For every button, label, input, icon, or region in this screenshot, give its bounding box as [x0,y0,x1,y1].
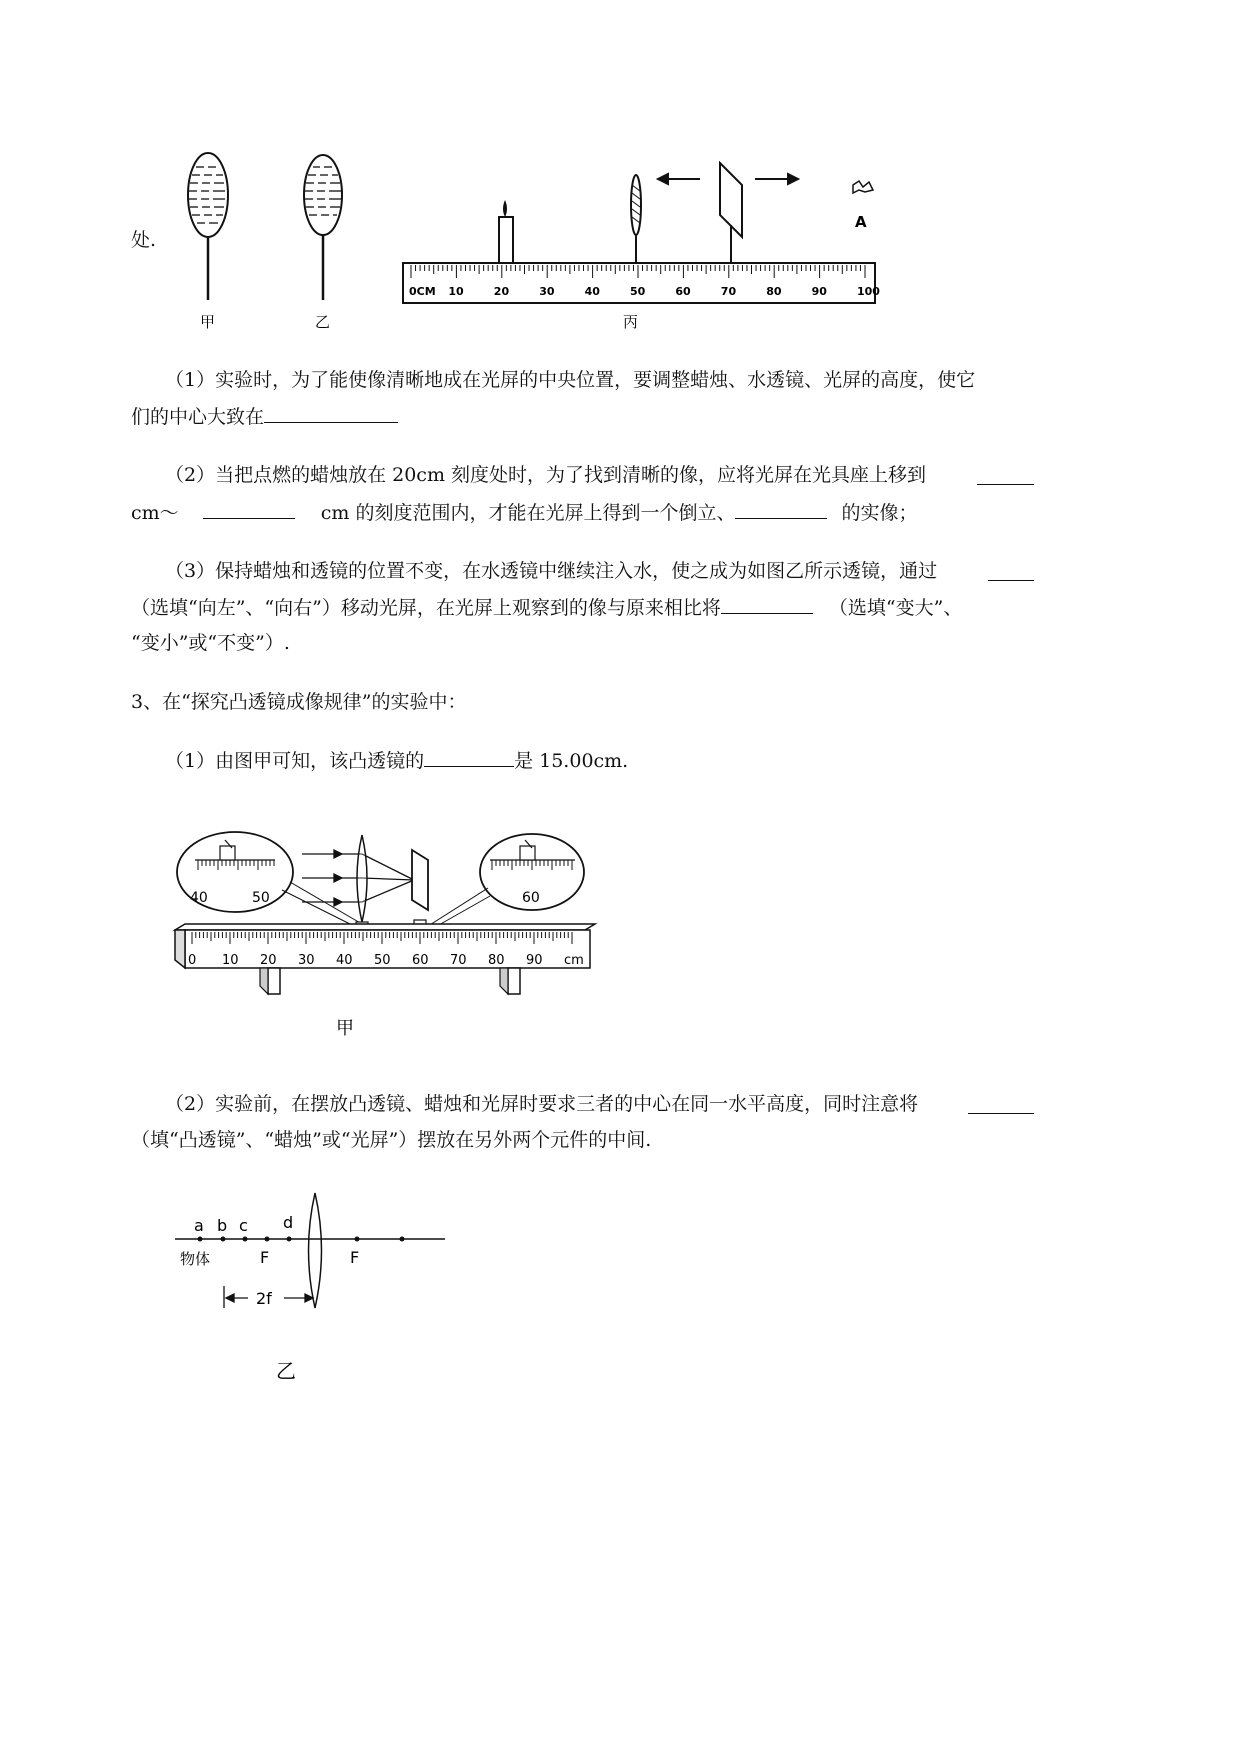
convex-lens-yi [309,1193,322,1308]
answer-blank-8[interactable] [968,1095,1034,1114]
q2-p2-cm1: cm～ [131,502,179,524]
top-ruler-label: 20 [493,285,510,298]
point-d: d [283,1213,294,1232]
q2-p1-line1: （1）实验时，为了能使像清晰地成在光屏的中央位置，要调整蜡烛、水透镜、光屏的高度，使它 [165,369,976,391]
point-c: c [239,1216,248,1235]
bench-label: 10 [222,953,239,968]
q2-p3-line2a: （选填“向左”、“向右”）移动光屏，在光屏上观察到的像与原来相比将 [131,597,721,619]
zoom-left-label-0: 40 [190,890,208,906]
top-figure [175,145,895,340]
bench-label: cm [564,953,584,968]
top-ruler-label: 100 [857,285,880,298]
two-f-label: 2f [256,1289,272,1308]
caption-yi: 乙 [276,1359,296,1383]
bench-label: 80 [488,953,505,968]
bench-label: 60 [412,953,429,968]
lead-fragment: 处. [131,229,157,251]
focus-right-label: F [350,1248,360,1267]
convex-lens [357,835,367,922]
q3-heading: 3、在“探究凸透镜成像规律”的实验中： [131,691,467,713]
zoom-right-label: 60 [522,890,540,906]
zoom-bubble-right [480,834,584,910]
mark-a [853,181,873,231]
answer-blank-1[interactable] [264,404,398,423]
answer-blank-3[interactable] [203,500,295,519]
point-b: b [217,1216,228,1235]
answer-blank-7[interactable] [424,748,514,767]
top-ruler-label: 60 [675,285,691,298]
q2-p1-line2: 们的中心大致在 [131,406,265,428]
zoom-pointers [282,882,490,930]
water-lens-yi [304,155,342,300]
optical-bench [175,924,595,994]
q3-p1a: （1）由图甲可知，该凸透镜的 [165,750,425,772]
answer-blank-4[interactable] [735,500,827,519]
q3-p1-row [165,748,628,773]
zoom-bubble-left [177,832,293,912]
object-label: 物体 [180,1250,211,1268]
label-bing: 丙 [623,313,639,331]
top-ruler-label: 40 [584,285,600,298]
bench-lens [631,175,641,263]
q2-p3-line1: （3）保持蜡烛和透镜的位置不变，在水透镜中继续注入水，使之成为如图乙所示透镜，通过 [165,560,938,582]
candle [499,200,513,263]
q2-p2-tail: 的实像； [841,502,918,524]
top-ruler-label: 30 [539,285,555,298]
bench-label: 50 [374,953,391,968]
light-screen [720,163,742,263]
q2-p2-mid: cm 的刻度范围内，才能在光屏上得到一个倒立、 [320,502,736,524]
top-ruler-label: 10 [448,285,464,298]
bench-label: 0 [188,953,197,968]
point-a: a [194,1216,204,1235]
answer-blank-5[interactable] [988,562,1034,581]
top-ruler-label: 50 [630,285,646,298]
caption-jia: 甲 [336,1018,354,1039]
answer-blank-2[interactable] [977,466,1034,485]
label-yi: 乙 [315,313,331,331]
q2-p1-line2-row [131,404,398,429]
q3-p2-line1: （2）实验前，在摆放凸透镜、蜡烛和光屏时要求三者的中心在同一水平高度，同时注意将 [165,1093,919,1115]
answer-blank-6[interactable] [721,595,813,614]
bench-label: 30 [298,953,315,968]
screen [412,850,428,910]
q2-p3-line3: “变小”或“不变”）. [131,632,290,654]
bench-label: 90 [526,953,543,968]
top-ruler-label: 70 [720,285,737,298]
q2-p3-line2b: （选填“变大”、 [828,597,963,619]
bench-label: 20 [260,953,277,968]
top-ruler-label: 0CM [409,285,436,298]
q2-p2-line2-row [131,500,918,525]
bench-label: 40 [336,953,353,968]
top-ruler-label: 90 [811,285,827,298]
q3-p1b: 是 15.00cm. [514,750,629,772]
q2-p2-line1: （2）当把点燃的蜡烛放在 20cm 刻度处时，为了找到清晰的像，应将光屏在光具座上移到 [165,464,927,486]
mark-a-label: A [855,213,867,231]
water-lens-jia [188,153,228,300]
zoom-left-label-1: 50 [252,890,270,906]
q2-p3-line2-row [131,595,962,620]
q3-p2-line2: （填“凸透镜”、“蜡烛”或“光屏”）摆放在另外两个元件的中间. [131,1129,652,1151]
top-ruler-label: 80 [766,285,782,298]
bench-figure-jia [170,820,600,1045]
lens-diagram-yi [170,1190,460,1385]
label-jia: 甲 [200,313,216,331]
focus-left-label: F [260,1248,270,1267]
bench-ruler [403,263,880,303]
bench-label: 70 [450,953,467,968]
